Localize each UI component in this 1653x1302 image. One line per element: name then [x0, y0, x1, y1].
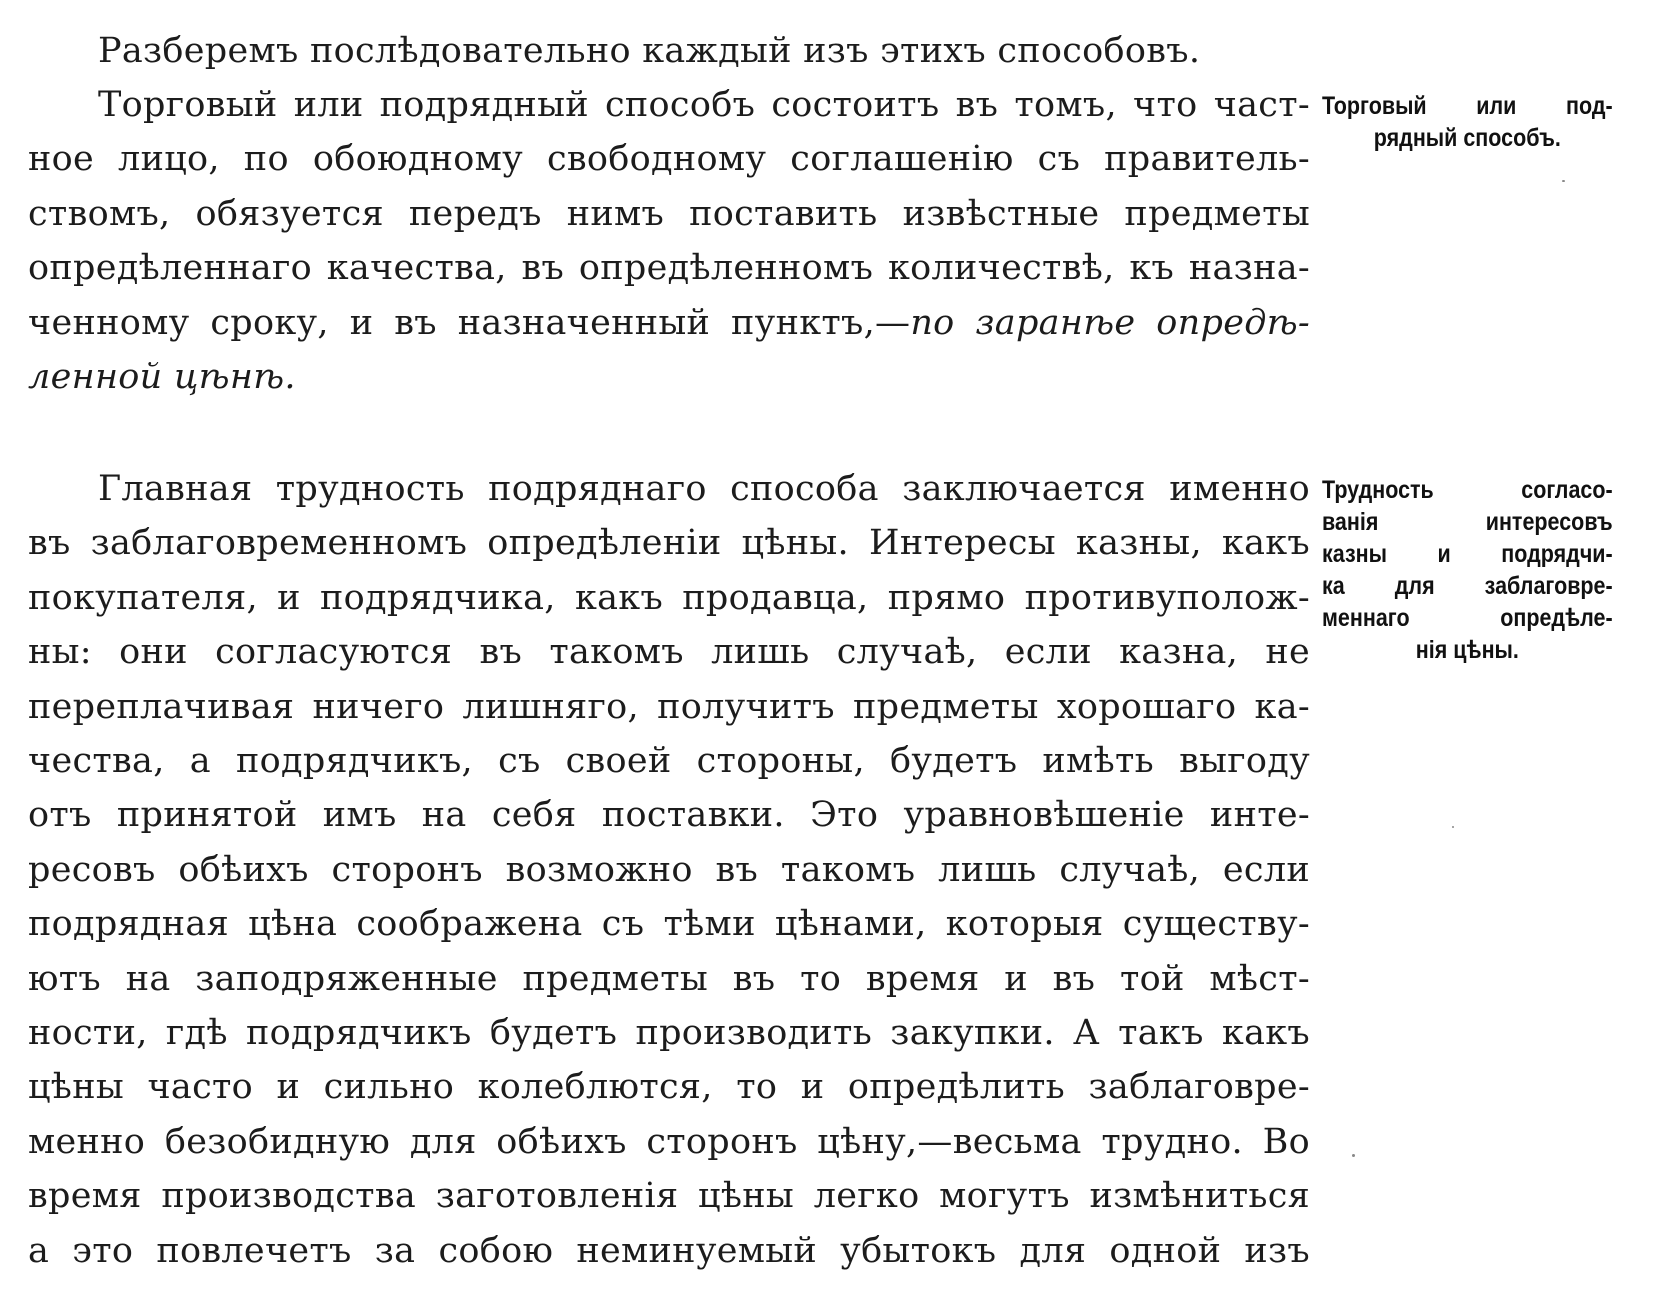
text-line: чества, а подрядчикъ, съ своей стороны, будетъ имѣть выгоду [28, 741, 1310, 782]
text-line: Разберемъ послѣдовательно каждый изъ этихъ способовъ. [98, 31, 1201, 71]
margin-note-line: рядный способъ. [1373, 124, 1561, 152]
margin-note-line: ванія интересовъ [1322, 508, 1613, 536]
text-line: ности, гдѣ подрядчикъ будетъ производить закупки. А такъ какъ [28, 1013, 1310, 1054]
text-line: менно безобидную для обѣихъ сторонъ цѣну,—весьма трудно. Во [28, 1121, 1310, 1162]
text-line: переплачивая ничего лишняго, получитъ предметы хорошаго ка- [28, 686, 1310, 727]
margin-note-line: Трудность согласо- [1322, 476, 1613, 504]
italic-line: ленной цѣнѣ. [28, 357, 296, 398]
text-line: а это повлечетъ за собою неминуемый убытокъ для одной изъ [28, 1230, 1310, 1271]
text-line: время производства заготовленія цѣны легко могутъ измѣниться [28, 1176, 1310, 1217]
text-line-mixed [28, 296, 1310, 350]
print-speck [1562, 180, 1565, 182]
text-line: ютъ на заподряженные предметы въ то время и въ той мѣст- [28, 958, 1310, 999]
paragraph-intro [28, 24, 1310, 78]
margin-note-line: ка для заблаговре- [1322, 572, 1613, 600]
margin-note-line: казны и подрядчи- [1322, 540, 1613, 568]
print-speck [1452, 826, 1454, 828]
paragraph-difficulty [28, 462, 1310, 1278]
text-line: цѣны часто и сильно колеблются, то и опредѣлить заблаговре- [28, 1067, 1310, 1108]
text-line: ресовъ обѣихъ сторонъ возможно въ такомъ лишь случаѣ, если [28, 849, 1310, 890]
text-line: опредѣленнаго качества, въ опредѣленномъ количествѣ, къ назна- [28, 248, 1310, 289]
text-line: въ заблаговременномъ опредѣленіи цѣны. Интересы казны, какъ [28, 523, 1310, 564]
paragraph-contract-method [28, 78, 1310, 404]
margin-note-line: нія цѣны. [1415, 636, 1519, 664]
text-line-roman: ченному сроку, и въ назначенный пунктъ,— [28, 302, 911, 343]
text-line: ное лицо, по обоюдному свободному соглашенію съ правитель- [28, 139, 1310, 180]
margin-note-line: меннаго опредѣле- [1322, 604, 1613, 632]
margin-note-contract-method [1322, 90, 1613, 154]
italic-phrase: по заранѣе опредѣ- [910, 302, 1310, 343]
text-line: отъ принятой имъ на себя поставки. Это уравновѣшеніе инте- [28, 795, 1310, 836]
text-line: ны: они согласуются въ такомъ лишь случаѣ, если казна, не [28, 632, 1310, 673]
margin-note-difficulty [1322, 474, 1613, 666]
text-line: Торговый или подрядный способъ состоитъ въ томъ, что част- [98, 85, 1310, 125]
text-line: ствомъ, обязуется передъ нимъ поставить извѣстные предметы [28, 193, 1310, 234]
text-line: Главная трудность подряднаго способа заключается именно [98, 469, 1310, 509]
print-speck [1352, 1154, 1355, 1157]
text-line: покупателя, и подрядчика, какъ продавца, прямо противуполож- [28, 577, 1310, 618]
margin-note-line: Торговый или под- [1322, 92, 1613, 120]
text-line: подрядная цѣна соображена съ тѣми цѣнами, которыя существу- [28, 904, 1310, 945]
